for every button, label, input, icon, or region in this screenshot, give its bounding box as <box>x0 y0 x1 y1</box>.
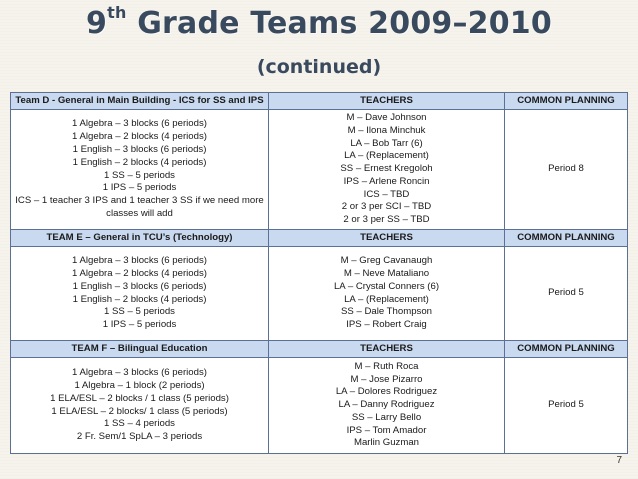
team-f-body-row <box>11 358 628 454</box>
teams-table <box>10 92 628 454</box>
page-title <box>0 3 638 41</box>
assignment-line: 1 SS – 5 periods <box>104 306 175 318</box>
assignment-line: 2 Fr. Sem/1 SpLA – 3 periods <box>76 431 203 443</box>
team-e-header: TEAM E – General in TCU’s (Technology) <box>11 230 269 247</box>
assignment-line: 1 ELA/ESL – 2 blocks/ 1 class (5 periods) <box>51 405 228 417</box>
assignment-line: 1 IPS – 5 periods <box>102 182 177 194</box>
team-f-assignments <box>11 358 269 454</box>
teacher-line: Marlin Guzman <box>353 437 420 449</box>
team-f-planning-header: COMMON PLANNING <box>505 341 628 358</box>
team-f-header-row <box>11 341 628 358</box>
title-grade-number: 9 <box>86 6 108 41</box>
assignment-line: 1 IPS – 5 periods <box>102 319 177 331</box>
teacher-line: M – Neve Mataliano <box>343 267 430 279</box>
team-d-planning: Period 8 <box>505 110 628 230</box>
assignment-line: 1 Algebra – 2 blocks (4 periods) <box>72 267 207 279</box>
teacher-line: SS – Ernest Kregoloh <box>340 163 433 175</box>
assignment-line: 1 English – 3 blocks (6 periods) <box>72 143 207 155</box>
teacher-line: M – Greg Cavanaugh <box>340 255 433 267</box>
assignment-line: 1 Algebra – 3 blocks (6 periods) <box>72 255 207 267</box>
title-text: Grade Teams 2009–2010 <box>126 6 552 41</box>
team-f-teachers <box>269 358 505 454</box>
team-d-teachers-header: TEACHERS <box>269 93 505 110</box>
team-f-teachers-header: TEACHERS <box>269 341 505 358</box>
teacher-line: LA – Dolores Rodriguez <box>335 386 438 398</box>
assignment-line: 1 SS – 5 periods <box>104 169 175 181</box>
teacher-line: SS – Dale Thompson <box>340 306 432 318</box>
assignment-line: 1 Algebra – 2 blocks (4 periods) <box>72 131 207 143</box>
teacher-line: SS – Larry Bello <box>351 411 422 423</box>
team-d-header-row <box>11 93 628 110</box>
page-subtitle: (continued) <box>256 56 382 78</box>
teacher-line: IPS – Tom Amador <box>346 424 427 436</box>
teacher-line: 2 or 3 per SS – TBD <box>343 214 430 226</box>
assignment-line: 1 Algebra – 3 blocks (6 periods) <box>72 118 207 130</box>
teacher-line: M – Jose Pizarro <box>350 373 423 385</box>
assignment-line: classes will add <box>106 207 173 219</box>
team-d-teachers <box>269 110 505 230</box>
page-number: 7 <box>616 455 622 466</box>
team-e-planning-header: COMMON PLANNING <box>505 230 628 247</box>
teacher-line: LA – Danny Rodriguez <box>338 399 435 411</box>
title-ordinal-suffix: th <box>107 3 127 22</box>
assignment-line: 1 ELA/ESL – 2 blocks / 1 class (5 periods) <box>50 392 229 404</box>
teacher-line: M – Ilona Minchuk <box>347 124 426 136</box>
teacher-line: IPS – Arlene Roncin <box>343 175 430 187</box>
team-e-teachers-header: TEACHERS <box>269 230 505 247</box>
assignment-line: 1 Algebra – 1 block (2 periods) <box>74 379 205 391</box>
assignment-line: 1 English – 3 blocks (6 periods) <box>72 280 207 292</box>
assignment-line: ICS – 1 teacher 3 IPS and 1 teacher 3 SS if we need more <box>15 195 264 207</box>
team-d-planning-header: COMMON PLANNING <box>505 93 628 110</box>
teacher-line: LA – (Replacement) <box>344 293 429 305</box>
team-d-assignments <box>11 110 269 230</box>
team-e-planning: Period 5 <box>505 247 628 341</box>
teacher-line: 2 or 3 per SCI – TBD <box>341 201 432 213</box>
teacher-line: M – Ruth Roca <box>354 360 419 372</box>
teacher-line: LA – Crystal Conners (6) <box>333 280 440 292</box>
team-f-planning: Period 5 <box>505 358 628 454</box>
team-d-body-row <box>11 110 628 230</box>
assignment-line: 1 Algebra – 3 blocks (6 periods) <box>72 367 207 379</box>
assignment-line: 1 English – 2 blocks (4 periods) <box>72 293 207 305</box>
teacher-line: M – Dave Johnson <box>346 111 427 123</box>
teacher-line: ICS – TBD <box>363 188 410 200</box>
assignment-line: 1 SS – 4 periods <box>104 418 175 430</box>
team-e-assignments <box>11 247 269 341</box>
team-e-header-row <box>11 230 628 247</box>
team-e-teachers <box>269 247 505 341</box>
team-d-header: Team D - General in Main Building - ICS for SS and IPS <box>11 93 269 110</box>
team-e-body-row <box>11 247 628 341</box>
teacher-line: IPS – Robert Craig <box>346 319 427 331</box>
teacher-line: LA – Bob Tarr (6) <box>350 137 423 149</box>
teacher-line: LA – (Replacement) <box>344 150 429 162</box>
assignment-line: 1 English – 2 blocks (4 periods) <box>72 156 207 168</box>
team-f-header: TEAM F – Bilingual Education <box>11 341 269 358</box>
